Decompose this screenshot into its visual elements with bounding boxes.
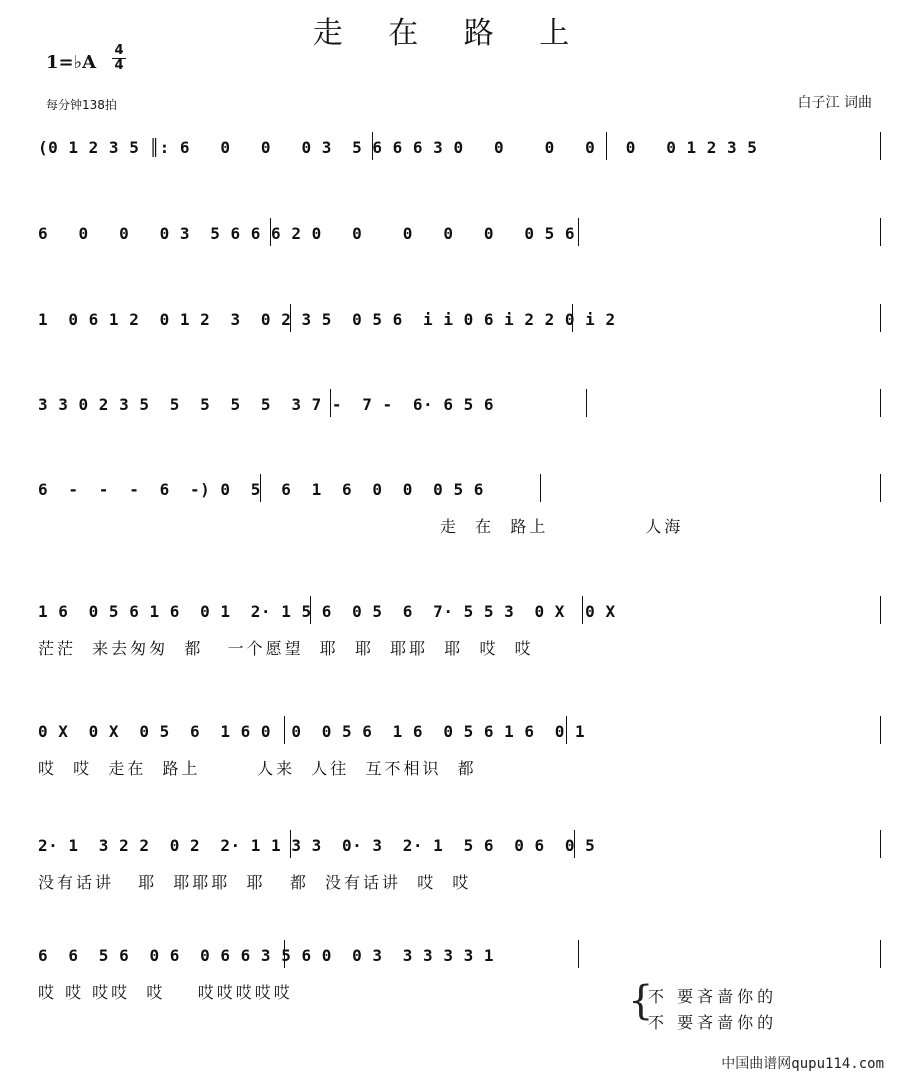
barline: [290, 830, 291, 858]
notation-line: 0 X 0 X 0 5 6 1 6 0 0 0 5 6 1 6 0 5 6 1 6 0 1: [38, 722, 586, 741]
score-row-6: [38, 602, 882, 662]
notation-line: 2· 1 3 2 2 0 2 2· 1 1 3 3 0· 3 2· 1 5 6 0 6 0 5: [38, 836, 596, 855]
tempo-marking: 每分钟138拍: [46, 98, 117, 112]
notation-line: 6 0 0 0 3 5 6 6 6 2 0 0 0 0 0 0 5 6: [38, 224, 576, 243]
barline: [310, 596, 311, 624]
barline: [260, 474, 261, 502]
barline: [566, 716, 567, 744]
composer-credit: 白子江 词曲: [797, 95, 872, 111]
lyric-line: 没有话讲 耶 耶耶耶 耶 都 没有话讲 哎 哎: [38, 873, 472, 892]
lyric-line: 走 在 路上 人海: [440, 517, 684, 536]
notation-line: 6 - - - 6 -) 0 5 6 1 6 0 0 0 5 6: [38, 480, 484, 499]
barline: [880, 716, 881, 744]
score-row-7: [38, 722, 882, 782]
lyric-line: 哎 哎 走在 路上 人来 人往 互不相识 都: [38, 759, 477, 778]
score-row-2: [38, 224, 882, 284]
barline: [372, 132, 373, 160]
notation-line: 1 6 0 5 6 1 6 0 1 2· 1 5 6 0 5 6 7· 5 5 3 0 X 0 X: [38, 602, 616, 621]
barline: [572, 304, 573, 332]
barline: [582, 596, 583, 624]
notation-line: 1 0 6 1 2 0 1 2 3 0 2 3 5 0 5 6 i i 0 6 i 2 2 0 i 2: [38, 310, 616, 329]
barline: [284, 940, 285, 968]
barline: [290, 304, 291, 332]
score-row-4: [38, 395, 882, 455]
ending-lyric-1: 不 要吝啬你的: [648, 987, 778, 1006]
barline: [880, 132, 881, 160]
barline: [880, 474, 881, 502]
time-signature-bottom: 4: [114, 58, 124, 73]
barline: [606, 132, 607, 160]
barline: [880, 830, 881, 858]
notation-line: 6 6 5 6 0 6 0 6 6 3 5 6 0 0 3 3 3 3 3 1: [38, 946, 494, 965]
score-row-1: [38, 138, 882, 198]
barline: [880, 304, 881, 332]
verse-brace: {: [628, 978, 654, 1024]
key-signature: 1=♭A: [46, 52, 97, 73]
barline: [578, 940, 579, 968]
barline: [880, 940, 881, 968]
barline: [574, 830, 575, 858]
barline: [880, 596, 881, 624]
barline: [284, 716, 285, 744]
lyric-line: 哎 哎 哎哎 哎 哎哎哎哎哎: [38, 983, 293, 1002]
score-row-3: [38, 310, 882, 370]
barline: [578, 218, 579, 246]
barline: [880, 389, 881, 417]
barline: [880, 218, 881, 246]
site-watermark: 中国曲谱网qupu114.com: [721, 1056, 884, 1072]
barline: [586, 389, 587, 417]
notation-line: 3 3 0 2 3 5 5 5 5 5 3 7 - 7 - 6· 6 5 6: [38, 395, 494, 414]
ending-lyric-2: 不 要吝啬你的: [648, 1013, 778, 1032]
score-row-5: [38, 480, 882, 540]
barline: [540, 474, 541, 502]
barline: [270, 218, 271, 246]
lyric-line: 茫茫 来去匆匆 都 一个愿望 耶 耶 耶耶 耶 哎 哎: [38, 639, 534, 658]
time-signature: [112, 44, 126, 73]
barline: [330, 389, 331, 417]
score-row-8: [38, 836, 882, 896]
song-title: 走 在 路 上: [312, 16, 588, 51]
notation-line: (0 1 2 3 5 ║: 6 0 0 0 3 5 6 6 6 3 0 0 0 0 0 0 1 2 3 5: [38, 138, 758, 157]
time-signature-top: 4: [114, 43, 124, 58]
